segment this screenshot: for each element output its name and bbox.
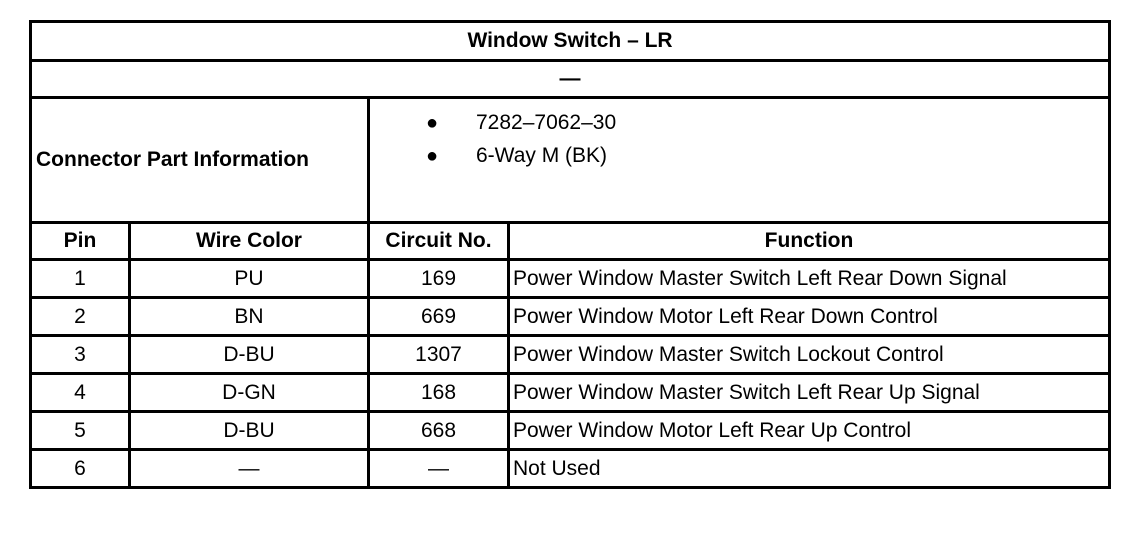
function-cell: Power Window Master Switch Lockout Control: [509, 336, 1110, 374]
connector-part-number: 7282–7062–30: [476, 111, 617, 134]
circuit-cell: 1307: [369, 336, 509, 374]
pin-cell: 3: [31, 336, 130, 374]
connector-table: [29, 20, 1111, 489]
connector-info-item: [418, 144, 1104, 177]
table-row: [31, 260, 1110, 298]
table-subtitle: —: [31, 61, 1110, 98]
function-cell: Power Window Master Switch Left Rear Up Signal: [509, 374, 1110, 412]
table-row: [31, 374, 1110, 412]
table-row: [31, 412, 1110, 450]
connector-info-label: Connector Part Information: [31, 98, 369, 223]
circuit-cell: 168: [369, 374, 509, 412]
circuit-cell: 668: [369, 412, 509, 450]
bullet-icon: ●: [426, 112, 439, 134]
pin-cell: 5: [31, 412, 130, 450]
connector-info-item: [418, 111, 1104, 144]
subtitle-row: [31, 61, 1110, 98]
table-row: [31, 298, 1110, 336]
wire-color-cell: —: [130, 450, 369, 488]
connector-info-values: [369, 98, 1110, 223]
table-row: [31, 336, 1110, 374]
wire-color-cell: D-BU: [130, 336, 369, 374]
circuit-cell: 169: [369, 260, 509, 298]
bullet-icon: ●: [426, 145, 439, 167]
circuit-cell: 669: [369, 298, 509, 336]
column-header-circuit: Circuit No.: [369, 223, 509, 260]
wire-color-cell: D-BU: [130, 412, 369, 450]
function-cell: Power Window Master Switch Left Rear Down Signal: [509, 260, 1110, 298]
wire-color-cell: BN: [130, 298, 369, 336]
connector-info-list: [418, 111, 1104, 177]
function-cell: Power Window Motor Left Rear Up Control: [509, 412, 1110, 450]
function-cell: Power Window Motor Left Rear Down Control: [509, 298, 1110, 336]
column-header-function: Function: [509, 223, 1110, 260]
column-header-wire-color: Wire Color: [130, 223, 369, 260]
function-cell: Not Used: [509, 450, 1110, 488]
pin-cell: 4: [31, 374, 130, 412]
wire-color-cell: PU: [130, 260, 369, 298]
wire-color-cell: D-GN: [130, 374, 369, 412]
pin-cell: 1: [31, 260, 130, 298]
column-header-pin: Pin: [31, 223, 130, 260]
title-row: [31, 22, 1110, 61]
pin-cell: 6: [31, 450, 130, 488]
connector-info-row: [31, 98, 1110, 223]
table-title: Window Switch – LR: [31, 22, 1110, 61]
table-row: [31, 450, 1110, 488]
connector-type: 6-Way M (BK): [476, 144, 608, 167]
pin-cell: 2: [31, 298, 130, 336]
circuit-cell: —: [369, 450, 509, 488]
column-header-row: [31, 223, 1110, 260]
